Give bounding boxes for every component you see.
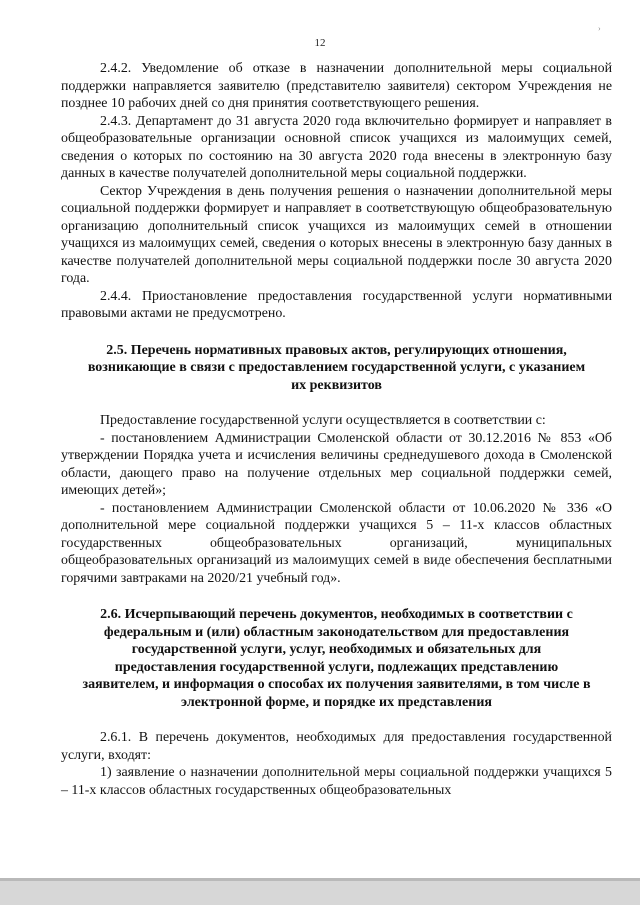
section-heading-2-5: 2.5. Перечень нормативных правовых актов, регулирующих отношения, возникающие в связи с предоставлением государственной услуги, с указанием их реквизитов [87,342,586,393]
paragraph-decree-336: - постановлением Администрации Смоленской области от 10.06.2020 № 336 «О дополнительной мере социальной поддержки учащихся 5 – 11-х классов областных государственных общеобразовательных организаций, муниципальных общеобразовательных организаций из малоимущих семей в виде обеспечения бесплатными горячими завтраками на 2020/21 учебный год». [61,500,612,586]
section-heading-2-6: 2.6. Исчерпывающий перечень документов, необходимых в соответствии с федеральным и (или) областным законодательством для предоставления государственной услуги, услуг, необходимых и обязательных для предоставления государственной услуги, подлежащих представлению заявителем, и информация о способах их получения заявителями, в том числе в электронной форме, и порядке их представления [82,607,591,710]
paragraph-sector: Сектор Учреждения в день получения решения о назначении дополнительной меры социальной поддержки формирует и направляет в соответствующую общеобразовательную организацию дополнительный список учащихся из малоимущих семей в отношении учащихся из малоимущих семей, сведения о которых внесены в электронную базу данных в качестве получателей дополнительной меры социальной поддержки после 30 августа 2020 года. [61,183,612,286]
scan-mark: › [598,24,601,33]
paragraph-2-4-2: 2.4.2. Уведомление об отказе в назначении дополнительной меры социальной поддержки направляется заявителю (представителю заявителя) сектором Учреждения не позднее 10 рабочих дней со дня принятия соответствующего решения. [61,61,612,111]
scan-bottom-edge [0,878,640,905]
paragraph-2-4-3: 2.4.3. Департамент до 31 августа 2020 года включительно формирует и направляет в общеобразовательные организации основной список учащихся из малоимущих семей, сведения о которых по состоянию на 30 августа 2020 года внесены в электронную базу данных в качестве получателей дополнительной меры социальной поддержки. [61,113,612,181]
paragraph-decree-853: - постановлением Администрации Смоленской области от 30.12.2016 № 853 «Об утверждении Порядка учета и исчисления величины среднедушевого дохода в Смоленской области, дающего право на получение отдельных мер социальной поддержки семей, имеющих детей»; [61,430,612,498]
paragraph-2-6-1: 2.6.1. В перечень документов, необходимых для предоставления государственной услуги, входят: [61,730,612,763]
page-content [61,60,612,799]
paragraph-2-4-4: 2.4.4. Приостановление предоставления государственной услуги нормативными правовыми актами не предусмотрено. [61,288,612,321]
page-number: 12 [314,37,326,49]
paragraph-item-1: 1) заявление о назначении дополнительной меры социальной поддержки учащихся 5 – 11-х классов областных государственных общеобразовательных [61,765,612,798]
paragraph-legal-basis: Предоставление государственной услуги осуществляется в соответствии с: [100,413,546,428]
